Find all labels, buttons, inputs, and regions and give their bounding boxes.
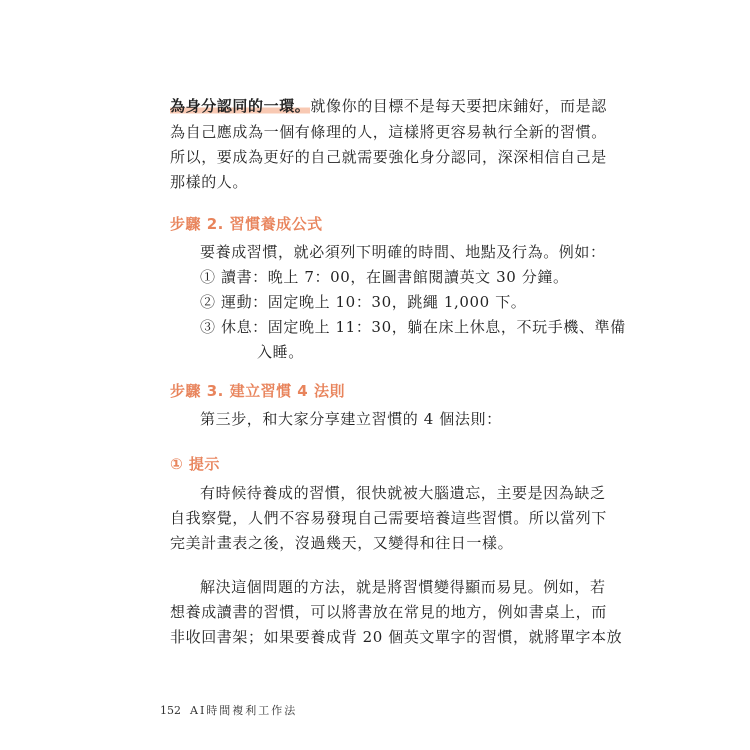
intro-line-2: 為自己應成為一個有條理的人，這樣將更容易執行全新的習慣。 xyxy=(170,123,607,141)
intro-line-1 xyxy=(170,96,607,116)
step2-item-2: ② 運動：固定晚上 10：30，跳繩 1,000 下。 xyxy=(200,293,527,311)
page-number: 152 xyxy=(160,704,181,717)
rule1-heading: ① 提示 xyxy=(170,455,220,473)
step2-item-3: ③ 休息：固定晚上 11：30，躺在床上休息，不玩手機、準備 xyxy=(200,318,626,336)
intro-line-3: 所以，要成為更好的自己就需要強化身分認同，深深相信自己是 xyxy=(170,148,607,166)
rule1-para1-line-2: 自我察覺，人們不容易發現自己需要培養這些習慣。所以當列下 xyxy=(170,509,607,527)
step2-heading: 步驟 2. 習慣養成公式 xyxy=(170,215,323,233)
intro-line-4: 那樣的人。 xyxy=(170,173,249,191)
rule1-para1-line-3: 完美計畫表之後，沒過幾天，又變得和往日一樣。 xyxy=(170,534,514,552)
rule1-para2-line-2: 想養成讀書的習慣，可以將書放在常見的地方，例如書桌上，而 xyxy=(170,603,607,621)
rule1-para2-line-3: 非收回書架；如果要養成背 20 個英文單字的習慣，就將單字本放 xyxy=(170,628,623,646)
step2-intro: 要養成習慣，就必須列下明確的時間、地點及行為。例如： xyxy=(200,243,606,261)
rule1-para2-line-1: 解決這個問題的方法，就是將習慣變得顯而易見。例如，若 xyxy=(200,578,606,596)
step2-item-1: ① 讀書：晚上 7：00，在圖書館閱讀英文 30 分鐘。 xyxy=(200,268,569,286)
intro-line-1-rest: 就像你的目標不是每天要把床鋪好，而是認 xyxy=(310,97,607,115)
rule1-para1-line-1: 有時候待養成的習慣，很快就被大腦遺忘，主要是因為缺乏 xyxy=(200,484,606,502)
step3-heading: 步驟 3. 建立習慣 4 法則 xyxy=(170,382,345,400)
highlighted-phrase: 為身分認同的一環。 xyxy=(170,97,311,115)
book-title: AI時間複利工作法 xyxy=(190,704,298,717)
step2-item-3-cont: 入睡。 xyxy=(257,343,304,361)
step3-intro: 第三步，和大家分享建立習慣的 4 個法則： xyxy=(200,410,502,428)
